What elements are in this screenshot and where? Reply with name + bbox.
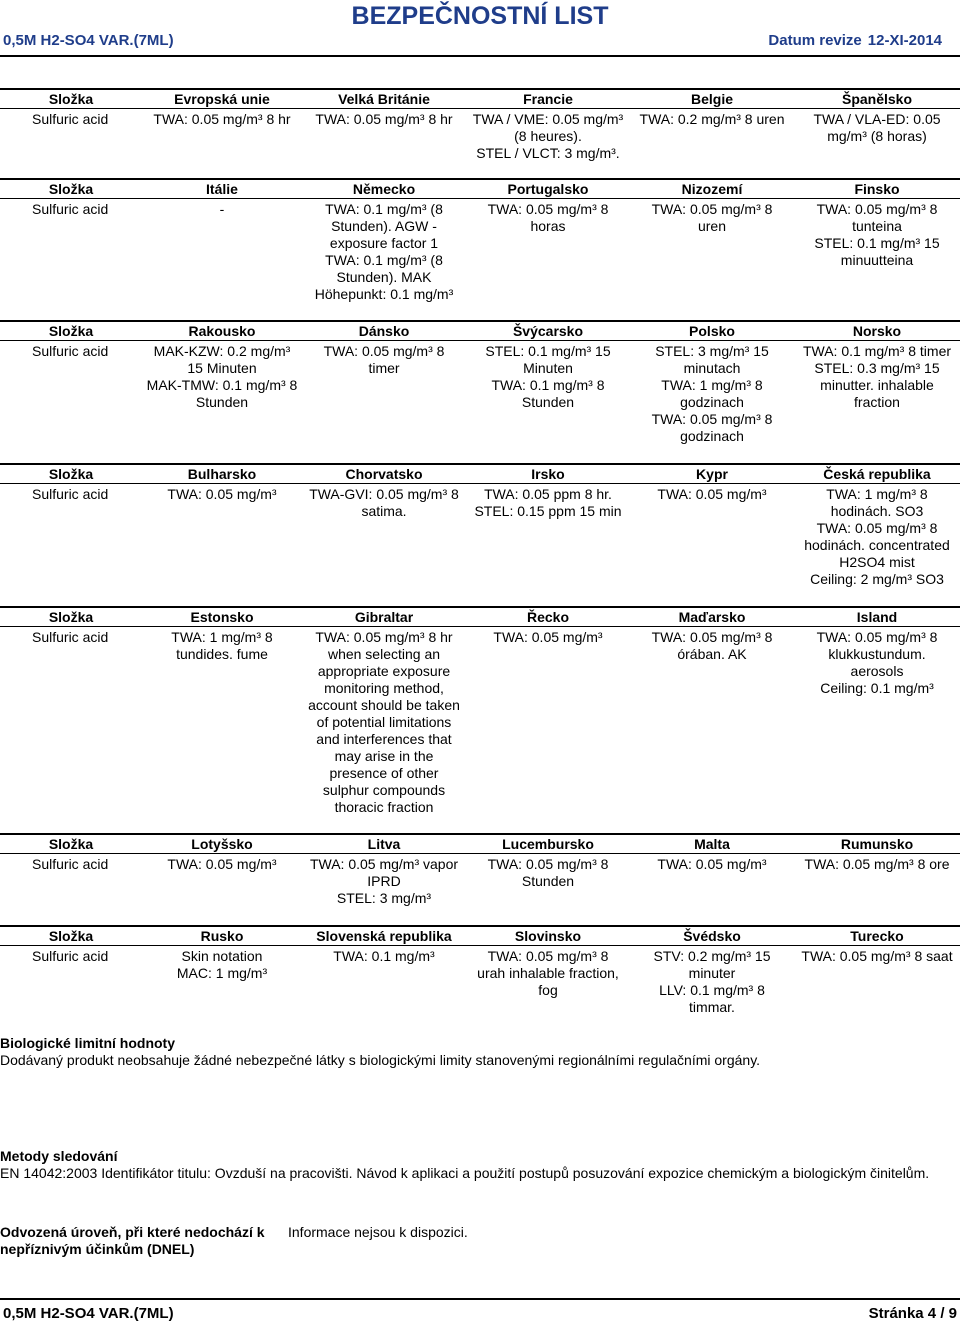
table-header-row — [0, 607, 960, 627]
exposure-limit-cell: TWA: 1 mg/m³ 8 tundides. fume — [171, 629, 273, 662]
column-header-country: Francie — [466, 89, 630, 109]
exposure-table — [0, 606, 960, 816]
exposure-limit-cell: TWA: 0.1 mg/m³ (8 Stunden). AGW - exposure factor 1 TWA: 0.1 mg/m³ (8 Stunden). MAK Höhepunkt: 0.1 mg/m³ — [314, 201, 454, 302]
column-header-country: Dánsko — [302, 321, 466, 341]
exposure-limit-cell: TWA: 0.05 mg/m³ — [657, 486, 767, 502]
column-header-country: Portugalsko — [466, 179, 630, 199]
exposure-limit-cell: STEL: 3 mg/m³ 15 minutach TWA: 1 mg/m³ 8 godzinach TWA: 0.05 mg/m³ 8 godzinach — [651, 343, 773, 444]
column-header-country: Slovinsko — [466, 926, 630, 946]
table-header-row — [0, 321, 960, 341]
footer-product: 0,5M H2-SO4 VAR.(7ML) — [3, 1305, 174, 1322]
exposure-limit-cell: TWA: 0.05 mg/m³ 8 Stunden — [487, 856, 609, 889]
column-header-country: Lucembursko — [466, 834, 630, 854]
column-header-country: Irsko — [466, 464, 630, 484]
table-header-row — [0, 926, 960, 946]
column-header-country: Slovenská republika — [302, 926, 466, 946]
column-header-component: Složka — [0, 464, 142, 484]
exposure-limit-cell: TWA: 0.05 mg/m³ 8 hr — [315, 111, 453, 127]
exposure-limit-cell: TWA: 0.05 mg/m³ 8 saat — [801, 948, 953, 964]
column-header-country: Španělsko — [794, 89, 960, 109]
exposure-limit-cell: MAK-KZW: 0.2 mg/m³ 15 Minuten MAK-TMW: 0.1 mg/m³ 8 Stunden — [146, 343, 298, 410]
component-name-cell: Sulfuric acid — [32, 948, 109, 964]
exposure-limit-cell: TWA: 0.2 mg/m³ 8 uren — [639, 111, 785, 127]
monitoring-text: EN 14042:2003 Identifikátor titulu: Ovzduší na pracovišti. Návod k aplikaci a použití postupů posuzování expozice chemickým a biologickým činitelům. — [0, 1165, 930, 1181]
column-header-component: Složka — [0, 926, 142, 946]
column-header-country: Itálie — [142, 179, 302, 199]
column-header-country: Chorvatsko — [302, 464, 466, 484]
exposure-limit-cell: TWA: 0.05 mg/m³ — [167, 486, 277, 502]
column-header-country: Evropská unie — [142, 89, 302, 109]
exposure-limits-table — [0, 925, 960, 1016]
revision-label: Datum revize — [768, 32, 862, 49]
component-name-cell: Sulfuric acid — [32, 629, 109, 645]
document-title: BEZPEČNOSTNÍ LIST — [351, 2, 609, 30]
column-header-country: Rakousko — [142, 321, 302, 341]
table-header-row — [0, 834, 960, 854]
header-divider — [0, 55, 960, 57]
column-header-country: Velká Británie — [302, 89, 466, 109]
column-header-country: Nizozemí — [630, 179, 794, 199]
column-header-country: Polsko — [630, 321, 794, 341]
exposure-limit-cell: Skin notation MAC: 1 mg/m³ — [176, 948, 268, 981]
column-header-component: Složka — [0, 89, 142, 109]
column-header-country: Norsko — [794, 321, 960, 341]
exposure-table — [0, 833, 960, 907]
exposure-limit-cell: TWA: 0.05 ppm 8 hr. STEL: 0.15 ppm 15 min — [474, 486, 622, 519]
column-header-country: Řecko — [466, 607, 630, 627]
column-header-component: Složka — [0, 179, 142, 199]
biological-limits-title: Biologické limitní hodnoty — [0, 1035, 175, 1051]
biological-limits-text: Dodávaný produkt neobsahuje žádné nebezpečné látky s biologickými limity stanovenými regionálními regulačními orgány. — [0, 1052, 761, 1068]
exposure-limit-cell: STV: 0.2 mg/m³ 15 minuter LLV: 0.1 mg/m³ 8 timmar. — [653, 948, 771, 1015]
column-header-country: Švýcarsko — [466, 321, 630, 341]
footer-page-number: Stránka 4 / 9 — [868, 1305, 957, 1322]
table-row — [0, 484, 960, 589]
exposure-limit-cell: TWA: 0.05 mg/m³ 8 horas — [487, 201, 609, 234]
column-header-component: Složka — [0, 321, 142, 341]
table-row — [0, 109, 960, 163]
column-header-component: Složka — [0, 607, 142, 627]
table-row — [0, 854, 960, 908]
component-name-cell: Sulfuric acid — [32, 343, 109, 359]
column-header-country: Česká republika — [794, 464, 960, 484]
monitoring-title: Metody sledování — [0, 1148, 118, 1164]
exposure-limits-table — [0, 833, 960, 907]
exposure-limits-table — [0, 463, 960, 588]
exposure-limit-cell: TWA: 0.05 mg/m³ 8 hr — [153, 111, 291, 127]
column-header-country: Bulharsko — [142, 464, 302, 484]
exposure-limit-cell: TWA: 1 mg/m³ 8 hodinách. SO3 TWA: 0.05 mg/m³ 8 hodinách. concentrated H2SO4 mist Ceiling: 2 mg/m³ SO3 — [804, 486, 950, 587]
table-row — [0, 946, 960, 1017]
column-header-country: Turecko — [794, 926, 960, 946]
exposure-limit-cell: TWA / VME: 0.05 mg/m³ (8 heures). STEL / VLCT: 3 mg/m³. — [472, 111, 624, 161]
column-header-component: Složka — [0, 834, 142, 854]
exposure-table — [0, 320, 960, 445]
exposure-limit-cell: TWA: 0.05 mg/m³ 8 klukkustundum. aerosols Ceiling: 0.1 mg/m³ — [816, 629, 938, 696]
dnel-text: Informace nejsou k dispozici. — [288, 1224, 468, 1240]
exposure-limits-table — [0, 88, 960, 162]
table-header-row — [0, 89, 960, 109]
column-header-country: Německo — [302, 179, 466, 199]
exposure-limit-cell: TWA: 0.05 mg/m³ 8 timer — [323, 343, 445, 376]
column-header-country: Finsko — [794, 179, 960, 199]
exposure-limit-cell: TWA: 0.1 mg/m³ 8 timer STEL: 0.3 mg/m³ 15 minutter. inhalable fraction — [802, 343, 952, 410]
exposure-limit-cell: - — [219, 201, 225, 217]
table-header-row — [0, 464, 960, 484]
exposure-table — [0, 88, 960, 162]
table-row — [0, 199, 960, 304]
table-row — [0, 341, 960, 446]
monitoring-section — [0, 1148, 950, 1182]
exposure-limits-table — [0, 320, 960, 445]
column-header-country: Maďarsko — [630, 607, 794, 627]
dnel-label: Odvozená úroveň, při které nedochází k nepříznivým účinkům (DNEL) — [0, 1224, 265, 1257]
column-header-country: Malta — [630, 834, 794, 854]
exposure-limits-table — [0, 606, 960, 816]
table-row — [0, 627, 960, 817]
exposure-limit-cell: TWA: 0.05 mg/m³ 8 ore — [804, 856, 950, 872]
exposure-limit-cell: TWA: 0.05 mg/m³ 8 tunteina STEL: 0.1 mg/m³ 15 minuutteina — [814, 201, 940, 268]
exposure-limit-cell: TWA: 0.1 mg/m³ — [333, 948, 435, 964]
column-header-country: Švédsko — [630, 926, 794, 946]
exposure-limit-cell: TWA: 0.05 mg/m³ 8 uren — [651, 201, 773, 234]
component-name-cell: Sulfuric acid — [32, 486, 109, 502]
column-header-country: Rusko — [142, 926, 302, 946]
column-header-country: Belgie — [630, 89, 794, 109]
revision-date-block — [768, 32, 942, 49]
column-header-country: Gibraltar — [302, 607, 466, 627]
revision-date: 12-XI-2014 — [867, 32, 942, 49]
product-name: 0,5M H2-SO4 VAR.(7ML) — [3, 32, 174, 49]
exposure-limit-cell: TWA-GVI: 0.05 mg/m³ 8 satima. — [309, 486, 459, 519]
column-header-country: Rumunsko — [794, 834, 960, 854]
exposure-limit-cell: TWA / VLA-ED: 0.05 mg/m³ (8 horas) — [813, 111, 941, 144]
exposure-table — [0, 178, 960, 303]
exposure-limit-cell: TWA: 0.05 mg/m³ 8 hr when selecting an appropriate exposure monitoring method, account should be taken of potential limitations and interferences that may arise in the presence of other sulphur compounds thoracic fraction — [308, 629, 460, 815]
component-name-cell: Sulfuric acid — [32, 111, 109, 127]
footer-divider — [0, 1298, 960, 1300]
exposure-limit-cell: TWA: 0.05 mg/m³ vapor IPRD STEL: 3 mg/m³ — [309, 856, 459, 906]
column-header-country: Lotyšsko — [142, 834, 302, 854]
exposure-limit-cell: TWA: 0.05 mg/m³ — [657, 856, 767, 872]
exposure-table — [0, 463, 960, 588]
biological-limits-section — [0, 1035, 950, 1069]
column-header-country: Kypr — [630, 464, 794, 484]
table-header-row — [0, 179, 960, 199]
component-name-cell: Sulfuric acid — [32, 856, 109, 872]
exposure-limit-cell: TWA: 0.05 mg/m³ — [493, 629, 603, 645]
column-header-country: Litva — [302, 834, 466, 854]
exposure-limit-cell: TWA: 0.05 mg/m³ — [167, 856, 277, 872]
exposure-limit-cell: TWA: 0.05 mg/m³ 8 urah inhalable fraction, fog — [477, 948, 619, 998]
component-name-cell: Sulfuric acid — [32, 201, 109, 217]
exposure-limit-cell: TWA: 0.05 mg/m³ 8 órában. AK — [651, 629, 773, 662]
exposure-limits-table — [0, 178, 960, 303]
column-header-country: Estonsko — [142, 607, 302, 627]
exposure-table — [0, 925, 960, 1016]
column-header-country: Island — [794, 607, 960, 627]
exposure-limit-cell: STEL: 0.1 mg/m³ 15 Minuten TWA: 0.1 mg/m³ 8 Stunden — [485, 343, 611, 410]
